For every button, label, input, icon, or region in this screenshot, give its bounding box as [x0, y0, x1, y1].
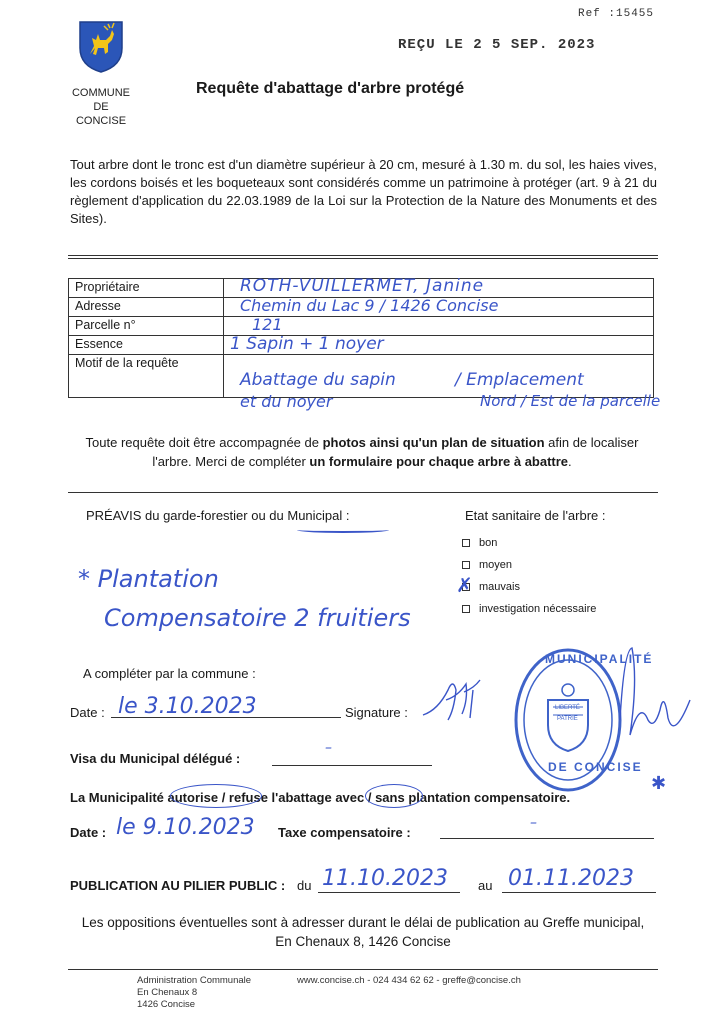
owner-value: ROTH-VUILLERMET, Janine	[240, 276, 485, 296]
address-label: Adresse	[69, 298, 224, 317]
check-mark-icon: ✗	[456, 573, 473, 597]
location-value-line2: Nord / Est de la parcelle	[480, 392, 661, 410]
publication-from-label: du	[297, 878, 312, 893]
publication-label: PUBLICATION AU PILIER PUBLIC :	[70, 878, 286, 893]
address-value: Chemin du Lac 9 / 1426 Concise	[240, 296, 499, 315]
intro-text: Tout arbre dont le tronc est d'un diamètre supérieur à 20 cm, mesuré à 1.30 m. du sol, les haies vives, les cordons boisés et les boqueteaux sont considérés comme un patrimoine à protéger (art. 9 à 21 du règlement d'application du 22.03.1989 de la Loi sur la Protection de la Nature des Monuments et des Sites).	[70, 157, 657, 226]
date2-label: Date :	[70, 825, 107, 840]
commune-name: COMMUNE DE CONCISE	[71, 87, 131, 127]
tax-field[interactable]	[440, 838, 654, 839]
species-value: 1 Sapin + 1 noyer	[230, 334, 384, 354]
date-label: Date :	[70, 705, 105, 720]
location-value-line1: / Emplacement	[455, 370, 584, 390]
publication-from-value: 11.10.2023	[322, 866, 448, 891]
divider	[68, 258, 658, 259]
visa-label: Visa du Municipal délégué :	[70, 751, 241, 766]
table-row	[69, 317, 654, 336]
checkbox[interactable]	[462, 605, 470, 613]
reason-label: Motif de la requête	[69, 355, 224, 398]
reference-number: Ref :15455	[577, 8, 654, 20]
stamp-bottom-text: DE CONCISE	[548, 760, 643, 774]
divider	[68, 969, 658, 970]
date2-value: le 9.10.2023	[116, 815, 255, 840]
signature-label: Signature :	[345, 705, 408, 720]
divider	[68, 255, 658, 256]
authorize-circle	[170, 784, 262, 808]
municipal-underline	[297, 527, 389, 533]
health-options	[456, 532, 597, 620]
preavis-label: PRÉAVIS du garde-forestier ou du Municipal :	[86, 508, 350, 523]
preavis-note-line2: Compensatoire 2 fruitiers	[104, 604, 411, 632]
signature	[418, 670, 488, 735]
received-stamp: REÇU LE 2 5 SEP. 2023	[398, 37, 596, 53]
publication-from-field[interactable]	[318, 892, 460, 893]
owner-label: Propriétaire	[69, 279, 224, 298]
stamp-shield-bottom: PATRIE	[557, 716, 578, 722]
decision-text: La Municipalité autorise / refuse l'abattage avec / sans plantation compensatoire.	[70, 790, 571, 805]
footer-address: Administration Communale En Chenaux 8 1426 Concise	[137, 975, 252, 1010]
tax-value: –	[530, 815, 537, 831]
health-option-bad[interactable]: mauvais ✗	[456, 573, 520, 597]
health-option-good[interactable]: bon	[462, 532, 596, 554]
stamp-shield-top: LIBERTÉ	[555, 705, 580, 711]
reason-value-line1: Abattage du sapin	[240, 370, 396, 390]
asterisk-icon: ✱	[651, 773, 667, 794]
municipality-stamp	[513, 645, 623, 800]
publication-to-value: 01.11.2023	[508, 866, 634, 891]
visa-value: –	[325, 740, 332, 756]
visa-field[interactable]	[272, 765, 432, 766]
page-title: Requête d'abattage d'arbre protégé	[196, 80, 465, 97]
health-label: Etat sanitaire de l'arbre :	[465, 508, 606, 523]
tax-label: Taxe compensatoire :	[278, 825, 411, 840]
attachment-note: Toute requête doit être accompagnée de photos ainsi qu'un plan de situation afin de localiser l'arbre. Merci de compléter un formulaire pour chaque arbre à abattre.	[85, 435, 639, 469]
checkbox[interactable]	[462, 561, 470, 569]
parcel-value: 121	[252, 315, 283, 334]
oppositions-text: Les oppositions éventuelles sont à adresser durant le délai de publication au Greffe municipal, En Chenaux 8, 1426 Concise	[81, 915, 645, 949]
publication-to-field[interactable]	[502, 892, 656, 893]
commune-section-label: A compléter par la commune :	[83, 666, 256, 681]
stamp-top-text: MUNICIPALITÉ	[545, 652, 654, 666]
reason-value-line2: et du noyer	[240, 392, 333, 411]
publication-to-label: au	[478, 878, 493, 893]
footer-contact: www.concise.ch - 024 434 62 62 - greffe@concise.ch	[297, 975, 521, 986]
divider	[68, 492, 658, 493]
preavis-note-line1: * Plantation	[78, 565, 219, 593]
checkbox[interactable]	[462, 539, 470, 547]
signature-secondary	[610, 640, 700, 765]
species-label: Essence	[69, 336, 224, 355]
health-option-investigation[interactable]: investigation nécessaire	[462, 598, 596, 620]
commune-crest-icon	[78, 20, 124, 79]
date-value: le 3.10.2023	[118, 694, 257, 719]
parcel-label: Parcelle n°	[69, 317, 224, 336]
health-option-average[interactable]: moyen	[462, 554, 596, 576]
with-circle	[365, 784, 423, 808]
